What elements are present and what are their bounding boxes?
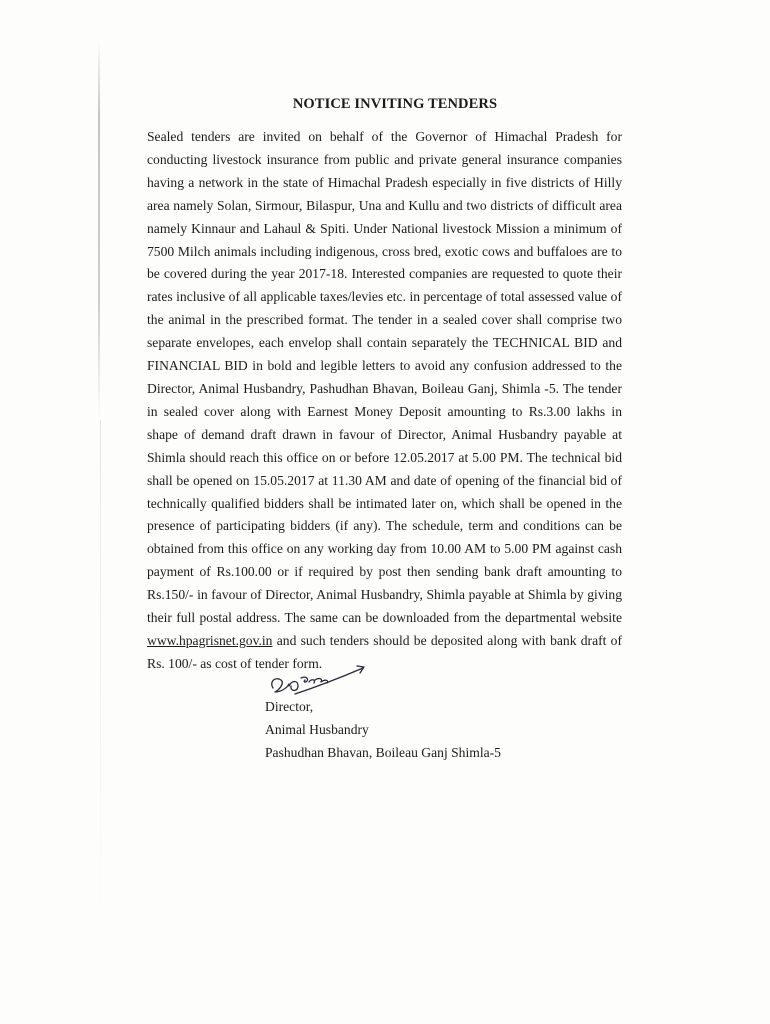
scan-edge-shadow-lower [100, 420, 101, 940]
signatory-address: Pashudhan Bhavan, Boileau Ganj Shimla-5 [265, 745, 501, 760]
notice-title: NOTICE INVITING TENDERS [292, 96, 498, 112]
notice-body-text-end: and such tenders should be deposited along with bank draft of Rs. 100/- as cost of tender form. [147, 632, 622, 671]
signatory-department: Animal Husbandry [265, 722, 369, 737]
website-link[interactable]: www.hpagrisnet.gov.in [147, 632, 273, 648]
signatory-designation: Director, [265, 699, 314, 714]
notice-body-text: Sealed tenders are invited on behalf of the Governor of Himachal Pradesh for conducting livestock insurance from public and private general insurance companies having a network in the state of Himachal Pradesh especially in five districts of Hilly area namely Solan, Sirmour, Bilaspur, Una and Kullu and two districts of difficult area namely Kinnaur and Lahaul & Spiti. Under National livestock Mission a minimum of 7500 Milch animals including indigenous, cross bred, exotic cows and buffaloes are to be covered during the year 2017-18. Interested companies are requested to quote their rates inclusive of all applicable taxes/levies etc. in percentage of total assessed value of the animal in the prescribed format. The tender in a sealed cover shall comprise two separate envelopes, each envelop shall contain separately the TECHNICAL BID and FINANCIAL BID in bold and legible letters to avoid any confusion addressed to the Director, Animal Husbandry, Pashudhan Bhavan, Boileau Ganj, Shimla -5. The tender in sealed cover along with Earnest Money Deposit amounting to Rs.3.00 lakhs in shape of demand draft drawn in favour of Director, Animal Husbandry payable at Shimla should reach this office on or before 12.05.2017 at 5.00 PM. The technical bid shall be opened on 15.05.2017 at 11.30 AM and date of opening of the financial bid of technically qualified bidders shall be intimated later on, which shall be opened in the presence of participating bidders (if any). The schedule, term and conditions can be obtained from this office on any working day from 10.00 AM to 5.00 PM against cash payment of Rs.100.00 or if required by post then sending bank draft amounting to Rs.150/- in favour of Director, Animal Husbandry, Shimla payable at Shimla by giving their full postal address. The same can be downloaded from the departmental website [147, 129, 622, 626]
notice-body [147, 126, 622, 676]
signatory-block [265, 695, 501, 764]
